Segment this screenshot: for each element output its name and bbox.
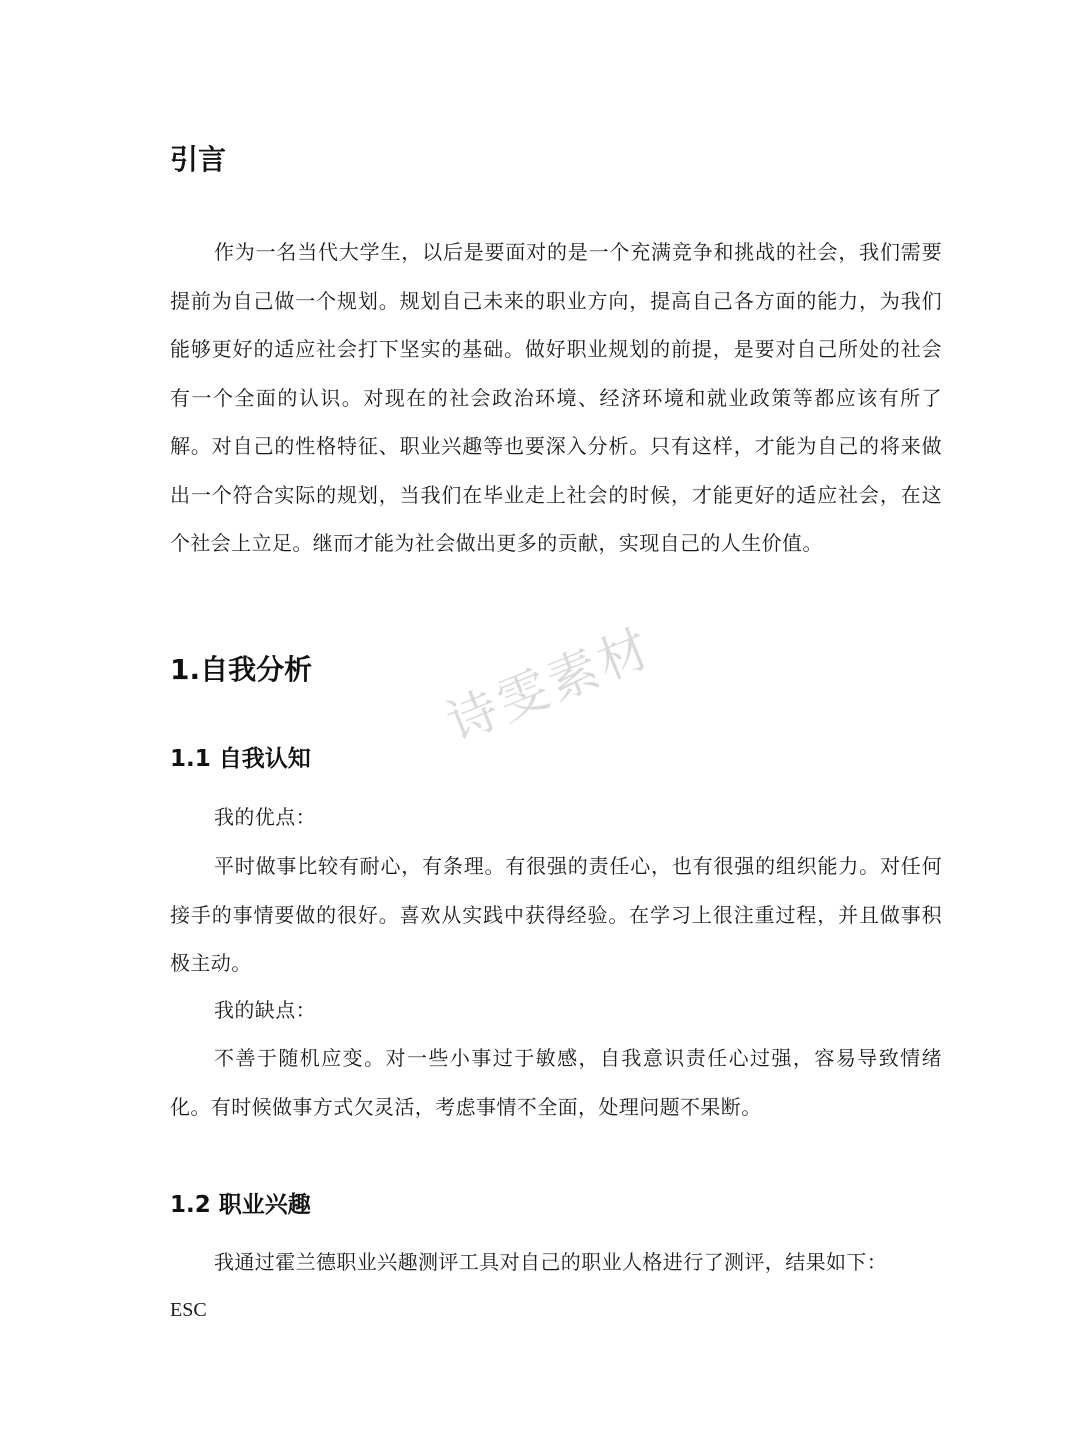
section-1-2-heading: 1.2 职业兴趣: [170, 1192, 311, 1218]
section-1-1-heading: 1.1 自我认知: [170, 746, 311, 772]
intro-heading: 引言: [170, 143, 227, 176]
holland-code-result: ESC: [170, 1299, 207, 1321]
intro-paragraph: 作为一名当代大学生，以后是要面对的是一个充满竞争和挑战的社会，我们需要提前为自己做一个规划。规划自己未来的职业方向，提高自己各方面的能力，为我们能够更好的适应社会打下坚实的基础。做好职业规划的前提，是要对自己所处的社会有一个全面的认识。对现在的社会政治环境、经济环境和就业政策等都应该有所了解。对自己的性格特征、职业兴趣等也要深入分析。只有这样，才能为自己的将来做出一个符合实际的规划，当我们在毕业走上社会的时候，才能更好的适应社会，在这个社会上立足。继而才能为社会做出更多的贡献，实现自己的人生价值。: [170, 240, 942, 555]
weaknesses-paragraph: 不善于随机应变。对一些小事过于敏感，自我意识责任心过强，容易导致情绪化。有时候做事方式欠灵活，考虑事情不全面，处理问题不果断。: [170, 1046, 942, 1119]
weaknesses-label: 我的缺点：: [214, 998, 316, 1022]
section-1-heading: 1.自我分析: [170, 653, 313, 686]
strengths-paragraph: 平时做事比较有耐心，有条理。有很强的责任心，也有很强的组织能力。对任何接手的事情要做的很好。喜欢从实践中获得经验。在学习上很注重过程，并且做事积极主动。: [170, 854, 942, 975]
strengths-label: 我的优点：: [214, 805, 316, 829]
watermark: 诗雯素材: [439, 617, 661, 753]
interest-test-paragraph: 我通过霍兰德职业兴趣测评工具对自己的职业人格进行了测评，结果如下：: [214, 1250, 888, 1274]
